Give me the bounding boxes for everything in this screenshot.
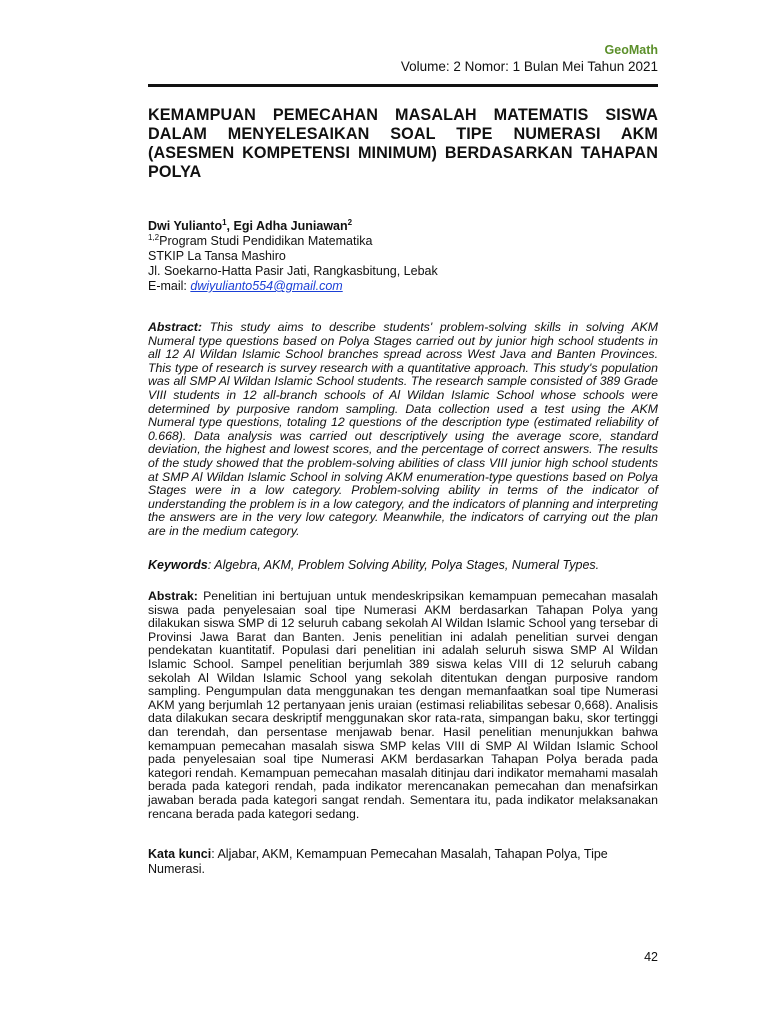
volume-info: Volume: 2 Nomor: 1 Bulan Mei Tahun 2021 [400, 59, 658, 74]
address: Jl. Soekarno-Hatta Pasir Jati, Rangkasbitung, Lebak [148, 264, 438, 278]
abstract-indonesian [148, 590, 658, 821]
kata-kunci-label: Kata kunci [148, 847, 212, 861]
keywords-indonesian [148, 847, 628, 877]
page-number: 42 [644, 950, 658, 964]
author-1-sup: 1 [222, 217, 227, 227]
email-link[interactable]: dwiyulianto554@gmail.com [190, 279, 343, 293]
keywords-english [148, 558, 658, 572]
keywords-text: : Algebra, AKM, Problem Solving Ability, Polya Stages, Numeral Types. [207, 558, 600, 572]
author-names [148, 219, 658, 234]
abstract-text: This study aims to describe students' problem-solving skills in solving AKM Numeral type questions based on Polya Stages carried out by junior high school students in all 12 Al Wildan Islamic School branches spread across West Java and Banten Provinces. This type of research is survey research with a quantitative approach. This study's population was all SMP Al Wildan Islamic School students. The research sample consisted of 389 Grade VIII students in 12 all-branch schools of Al Wildan Islamic School whose schools were determined by purposive random sampling. Data collection used a test using the AKM Numeral type questions, totaling 12 questions of the description type (estimated reliability of 0.668). Data analysis was carried out descriptively using the average score, standard deviation, the highest and lowest scores, and the percentage of correct answers. The results of the study showed that the problem-solving abilities of class VIII junior high school students at SMP Al Wildan Islamic School in solving AKM enumeration-type questions based on Polya Stages were in a low category. Problem-solving ability in terms of the indicator of understanding the problem is in a low category, and the indicators of planning and interpreting the answers are in the very low category. Meanwhile, the indicators of carrying out the plan are in the medium category. [148, 320, 658, 538]
institution: STKIP La Tansa Mashiro [148, 249, 286, 263]
paper-title: KEMAMPUAN PEMECAHAN MASALAH MATEMATIS SISWA DALAM MENYELESAIKAN SOAL TIPE NUMERASI AKM (ASESMEN KOMPETENSI MINIMUM) BERDASARKAN TAHAPAN POLYA [148, 106, 658, 181]
author-block [148, 219, 658, 294]
author-2: Egi Adha Juniawan [233, 219, 348, 233]
abstrak-label: Abstrak: [148, 589, 198, 603]
affiliation-sup: 1,2 [148, 232, 160, 242]
author-1: Dwi Yulianto [148, 219, 223, 233]
email-line [148, 279, 658, 294]
author-separator: , [226, 219, 234, 233]
affiliation [148, 234, 658, 249]
abstract-english [148, 321, 658, 539]
kata-kunci-text: : Aljabar, AKM, Kemampuan Pemecahan Masalah, Tahapan Polya, Tipe Numerasi. [148, 847, 608, 876]
affiliation-text: Program Studi Pendidikan Matematika [159, 234, 373, 248]
header-rule [148, 84, 658, 87]
email-label: E-mail: [148, 279, 191, 293]
abstrak-text: Penelitian ini bertujuan untuk mendeskripsikan kemampuan pemecahan masalah siswa pada penyelesaian soal tipe Numerasi AKM berdasarkan Tahapan Polya yang dilakukan siswa SMP di 12 seluruh cabang sekolah Al Wildan Islamic School yang tersebar di Provinsi Jawa Barat dan Banten. Jenis penelitian ini adalah penelitian survei dengan pendekatan kuantitatif. Populasi dari penelitian ini adalah seluruh siswa SMP Al Wildan Islamic School. Sampel penelitian berjumlah 389 siswa kelas VIII di 12 seluruh cabang sekolah Al Wildan Islamic School yang sekolah ditentukan dengan purposive random sampling. Pengumpulan data menggunakan tes dengan memanfaatkan soal tipe Numerasi AKM yang berjumlah 12 pertanyaan jenis uraian (estimasi reliabilitas sebesar 0,668). Analisis data dilakukan secara deskriptif menggunakan skor rata-rata, simpangan baku, skor tertinggi dan terendah, dan persentase menjawab benar. Hasil penelitian menunjukkan bahwa kemampuan pemecahan masalah siswa SMP kelas VIII di SMP Al Wildan Islamic School pada penyelesaian soal tipe Numerasi AKM berdasarkan Tahapan Polya berada pada kategori rendah. Kemampuan pemecahan masalah ditinjau dari indikator memahami masalah berada pada kategori rendah, pada indikator merencanakan pemecahan dan menafsirkan jawaban berada pada kategori sangat rendah. Sementara itu, pada indikator melaksanakan rencana berada pada kategori sedang. [148, 589, 658, 821]
journal-name: GeoMath [604, 43, 658, 57]
keywords-label: Keywords [148, 558, 208, 572]
abstract-label: Abstract: [148, 320, 202, 334]
author-2-sup: 2 [347, 217, 353, 227]
